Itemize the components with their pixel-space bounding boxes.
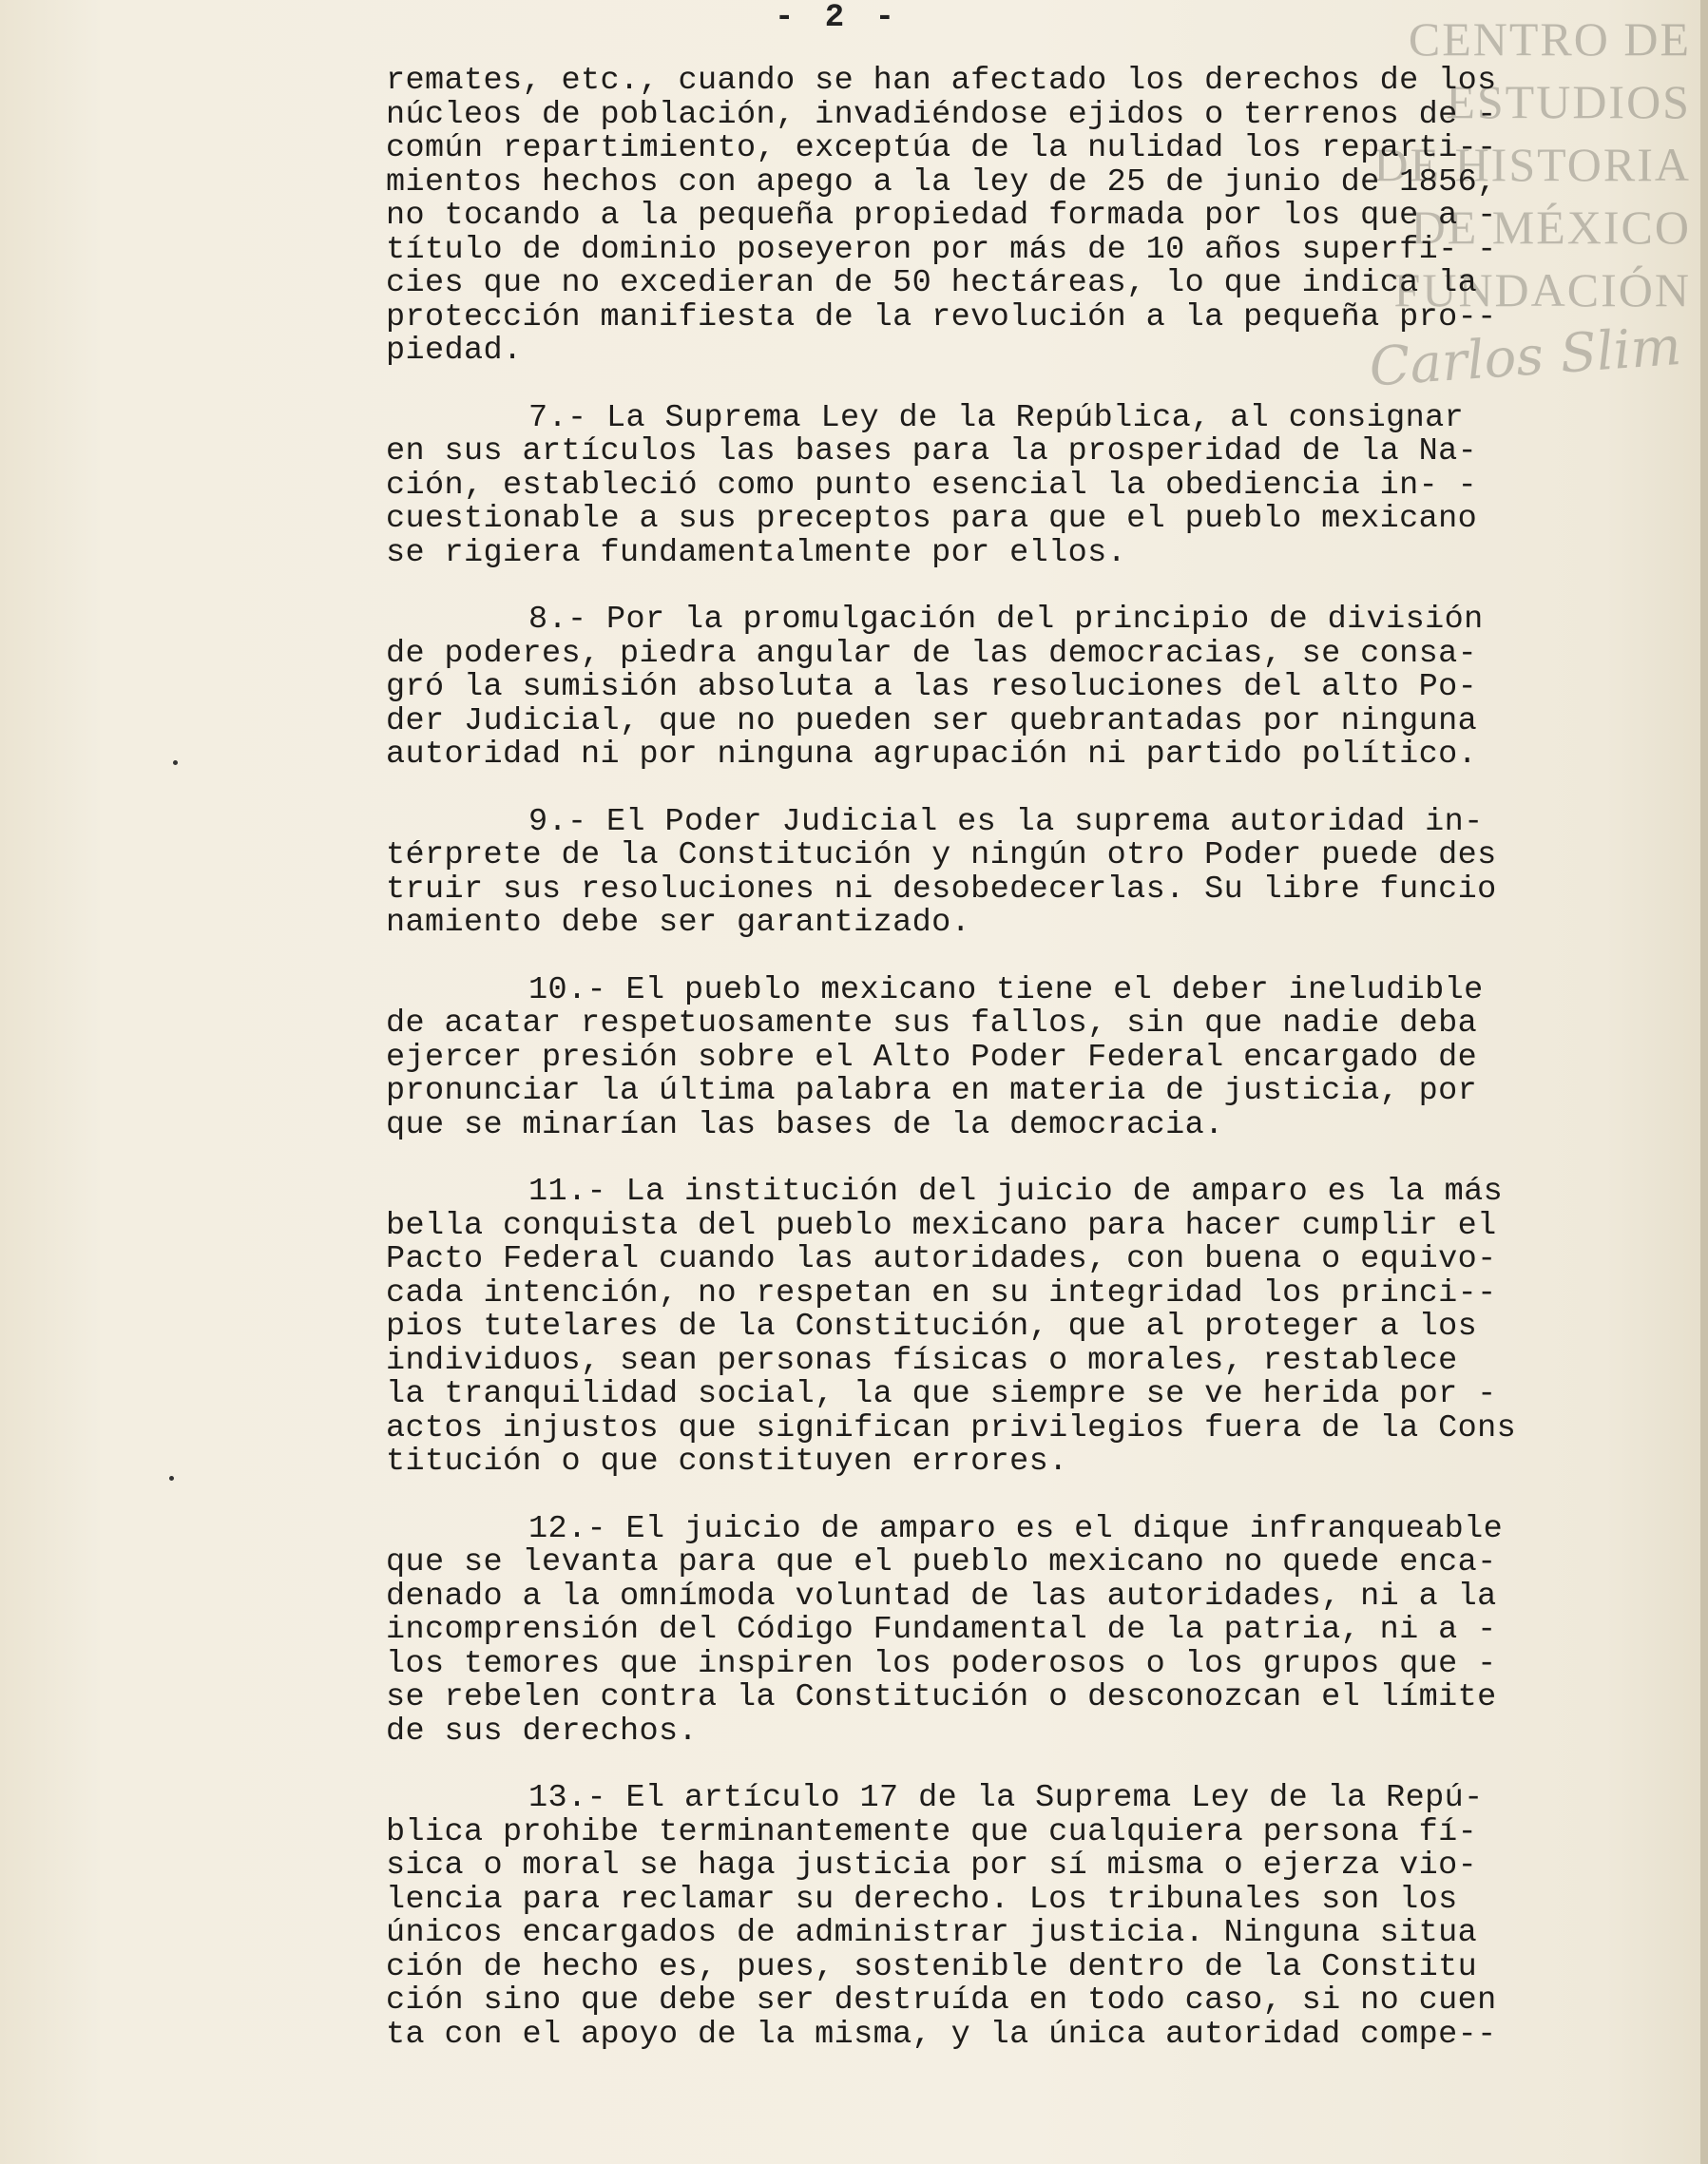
text-line: los temores que inspiren los poderosos o los grupos que - (386, 1645, 1497, 1682)
text-line: ción sino que debe ser destruída en todo caso, si no cuen (386, 1982, 1497, 2019)
watermark-line: DE MÉXICO (1411, 201, 1691, 254)
text-line: bella conquista del pueblo mexicano para hacer cumplir el (386, 1207, 1497, 1244)
text-line: 11.- La institución del juicio de amparo es la más (528, 1174, 1504, 1210)
text-line: ejercer presión sobre el Alto Poder Federal encargado de (386, 1039, 1478, 1076)
text-line: únicos encargados de administrar justicia. Ninguna situa (386, 1915, 1478, 1951)
text-line: que se minarían las bases de la democracia. (386, 1106, 1224, 1143)
text-line: protección manifiesta de la revolución a la pequeña pro-- (386, 298, 1497, 335)
watermark-line: CENTRO DE (1408, 12, 1691, 66)
text-line: denado a la omnímoda voluntad de las autoridades, ni a la (386, 1578, 1497, 1615)
text-line: 9.- El Poder Judicial es la suprema autoridad in- (528, 803, 1484, 840)
text-line: 10.- El pueblo mexicano tiene el deber ineludible (528, 971, 1484, 1008)
page-number: - 2 - (775, 0, 901, 36)
text-line: der Judicial, que no pueden ser quebrantadas por ninguna (386, 702, 1478, 739)
text-line: 12.- El juicio de amparo es el dique infranqueable (528, 1510, 1504, 1547)
margin-dot (173, 760, 178, 765)
text-line: se rigiera fundamentalmente por ellos. (386, 534, 1127, 571)
text-line: 13.- El artículo 17 de la Suprema Ley de la Repú- (528, 1780, 1484, 1816)
page-edge (1700, 0, 1708, 2164)
paragraph (386, 399, 1555, 571)
text-line: ta con el apoyo de la misma, y la única autoridad compe-- (386, 2016, 1497, 2053)
text-line: de sus derechos. (386, 1713, 699, 1750)
watermark-signature: Carlos Slim (1367, 315, 1683, 399)
paragraph (386, 971, 1555, 1143)
text-line: pronunciar la última palabra en materia de justicia, por (386, 1073, 1478, 1109)
text-line: pios tutelares de la Constitución, que al proteger a los (386, 1309, 1478, 1345)
text-line: Pacto Federal cuando las autoridades, con buena o equivo- (386, 1241, 1497, 1277)
watermark-line: FUNDACIÓN (1393, 263, 1691, 316)
text-line: ción de hecho es, pues, sostenible dentro de la Constitu (386, 1948, 1478, 1985)
text-line: núcleos de población, invadiéndose ejidos o terrenos de - (386, 96, 1497, 133)
text-line: truir sus resoluciones ni desobedecerlas. Su libre funcio (386, 871, 1497, 908)
text-line: lencia para reclamar su derecho. Los tribunales son los (386, 1881, 1458, 1918)
text-line: de acatar respetuosamente sus fallos, sin que nadie deba (386, 1005, 1478, 1042)
text-line: cuestionable a sus preceptos para que el pueblo mexicano (386, 501, 1478, 537)
text-line: 8.- Por la promulgación del principio de división (528, 602, 1484, 638)
margin-dot (169, 1476, 174, 1481)
text-line: gró la sumisión absoluta a las resoluciones del alto Po- (386, 669, 1478, 705)
text-line: de poderes, piedra angular de las democracias, se consa- (386, 635, 1478, 672)
text-line: 7.- La Suprema Ley de la República, al consignar (528, 399, 1465, 436)
text-line: en sus artículos las bases para la prosperidad de la Na- (386, 433, 1478, 469)
text-line: ción, estableció como punto esencial la obediencia in- - (386, 467, 1478, 504)
text-line: la tranquilidad social, la que siempre se ve herida por - (386, 1376, 1497, 1412)
document-body (386, 65, 1555, 2085)
text-line: térprete de la Constitución y ningún otro Poder puede des (386, 837, 1497, 873)
watermark-line: ESTUDIOS (1446, 75, 1691, 128)
text-line: individuos, sean personas físicas o morales, restablece (386, 1342, 1458, 1379)
text-line: incomprensión del Código Fundamental de la patria, ni a - (386, 1612, 1497, 1648)
paragraph (386, 1510, 1555, 1750)
paragraph (386, 1176, 1555, 1480)
text-line: namiento debe ser garantizado. (386, 905, 971, 941)
paragraph (386, 603, 1555, 773)
text-line: común repartimiento, exceptúa de la nulidad los reparti-- (386, 130, 1497, 166)
paragraph (386, 1782, 1555, 2052)
text-line: se rebelen contra la Constitución o desconozcan el límite (386, 1679, 1497, 1715)
text-line: piedad. (386, 333, 523, 369)
text-line: mientos hechos con apego a la ley de 25 de junio de 1856, (386, 163, 1497, 201)
text-line: titución o que constituyen errores. (386, 1444, 1068, 1480)
text-line: cies que no excedieran de 50 hectáreas, lo que indica la (386, 265, 1478, 301)
watermark-line: DE HISTORIA (1373, 138, 1691, 191)
text-line: título de dominio poseyeron por más de 10 años superfi- - (386, 231, 1497, 268)
text-line: que se levanta para que el pueblo mexicano no quede enca- (386, 1544, 1497, 1580)
text-line: blica prohibe terminantemente que cualquiera persona fí- (386, 1813, 1478, 1850)
paragraph (386, 803, 1555, 941)
text-line: actos injustos que significan privilegios fuera de la Cons (386, 1409, 1517, 1446)
text-line: sica o moral se haga justicia por sí misma o ejerza vio- (386, 1848, 1478, 1884)
text-line: cada intención, no respetan en su integridad los princi-- (386, 1274, 1497, 1312)
text-line: no tocando a la pequeña propiedad formada por los que a - (386, 198, 1497, 234)
text-line: autoridad ni por ninguna agrupación ni partido político. (386, 737, 1478, 773)
text-line: remates, etc., cuando se han afectado los derechos de los (386, 63, 1497, 99)
paragraph (386, 65, 1555, 369)
